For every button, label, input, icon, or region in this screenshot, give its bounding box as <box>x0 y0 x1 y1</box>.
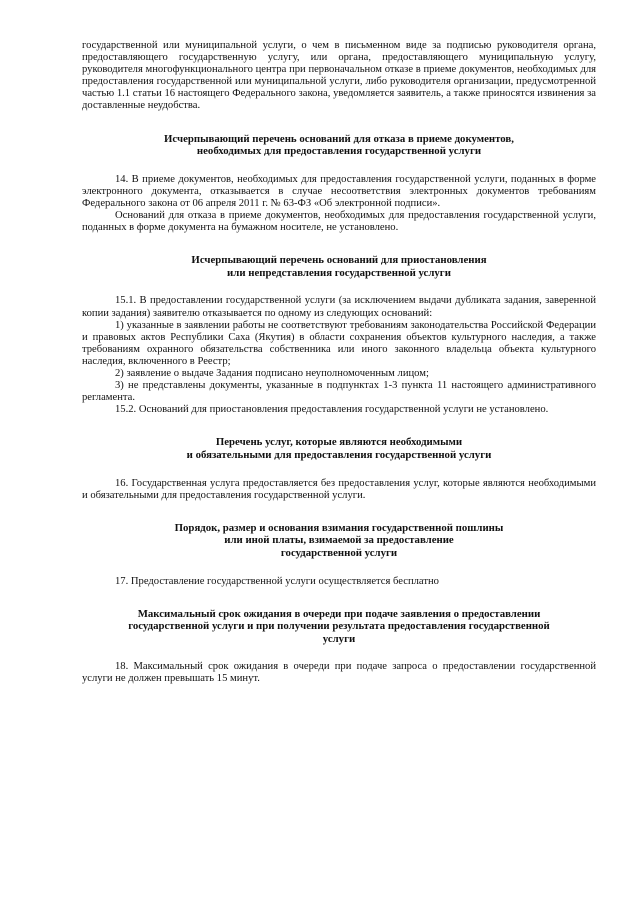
heading-line: и обязательными для предоставления государственной услуги <box>186 448 492 461</box>
heading-line: Исчерпывающий перечень оснований для отказа в приеме документов, <box>164 132 514 145</box>
heading-suspension <box>82 254 596 279</box>
paragraph-intro: государственной или муниципальной услуги, о чем в письменном виде за подписью руководителя органа, предоставляющего государственную услугу, или органа, предоставляющего муниципальную услугу, руководителя многофункционального центра при первоначальном отказе в приеме документов, необходимых для предоставления государственной или муниципальной услуги, либо руководителя организации, предусмотренной частью 1.1 статьи 16 настоящего Федерального закона, уведомляется заявитель, а также приносятся извинения за доставленные неудобства. <box>82 40 596 112</box>
paragraph-16: 16. Государственная услуга предоставляется без предоставления услуг, которые являются необходимыми и обязательными для предоставления государственной услуги. <box>82 477 596 501</box>
document-page <box>82 40 596 686</box>
paragraph-15-1-item-3: 3) не представлены документы, указанные в подпунктах 1-3 пункта 11 настоящего административного регламента. <box>82 380 596 404</box>
paragraph-18: 18. Максимальный срок ожидания в очереди при подаче запроса о предоставлении государственной услуги не должен превышать 15 минут. <box>82 661 596 685</box>
paragraph-15-1-item-1: 1) указанные в заявлении работы не соответствуют требованиям законодательства Российской Федерации и правовых актов Республики Саха (Якутия) в области сохранения объектов культурного наследия, а также требованиям охранного обязательства собственника или иного законного владельца объекта культурного наследия, включенного в Реестр; <box>82 319 596 367</box>
paragraph-17: 17. Предоставление государственной услуги осуществляется бесплатно <box>115 575 439 587</box>
paragraph-15-1-item-2: 2) заявление о выдаче Задания подписано неуполномоченным лицом; <box>115 367 429 379</box>
heading-refusal-documents <box>82 133 596 158</box>
heading-queue-time <box>82 608 596 646</box>
heading-fees <box>82 522 596 560</box>
heading-line: услуги <box>322 632 356 645</box>
heading-line: государственной услуги <box>280 546 398 559</box>
paragraph-14-2: Оснований для отказа в приеме документов, необходимых для предоставления государственной услуги, поданных в форме документа на бумажном носителе, не установлено. <box>82 210 596 234</box>
heading-line: Исчерпывающий перечень оснований для приостановления <box>191 254 487 267</box>
heading-line: или непредставления государственной услуги <box>227 266 451 279</box>
heading-line: Перечень услуг, которые являются необходимыми <box>215 436 463 449</box>
heading-line: или иной платы, взимаемой за предоставление <box>224 534 454 547</box>
paragraph-15-1: 15.1. В предоставлении государственной услуги (за исключением выдачи дубликата задания, заверенной копии задания) заявителю отказывается по одному из следующих оснований: <box>82 295 596 319</box>
heading-required-services <box>82 436 596 461</box>
paragraph-14-1: 14. В приеме документов, необходимых для предоставления государственной услуги, поданных в форме электронного документа, отказывается в случае несоответствия электронных документов требованиям Федерального закона от 06 апреля 2011 г. № 63-ФЗ «Об электронной подписи». <box>82 173 596 209</box>
paragraph-15-2: 15.2. Оснований для приостановления предоставления государственной услуги не установлено. <box>115 404 549 416</box>
heading-line: Максимальный срок ожидания в очереди при подаче заявления о предоставлении <box>137 607 541 620</box>
heading-line: государственной услуги и при получении результата предоставления государственной <box>128 620 550 633</box>
heading-line: необходимых для предоставления государственной услуги <box>196 145 482 158</box>
heading-line: Порядок, размер и основания взимания государственной пошлины <box>174 521 504 534</box>
